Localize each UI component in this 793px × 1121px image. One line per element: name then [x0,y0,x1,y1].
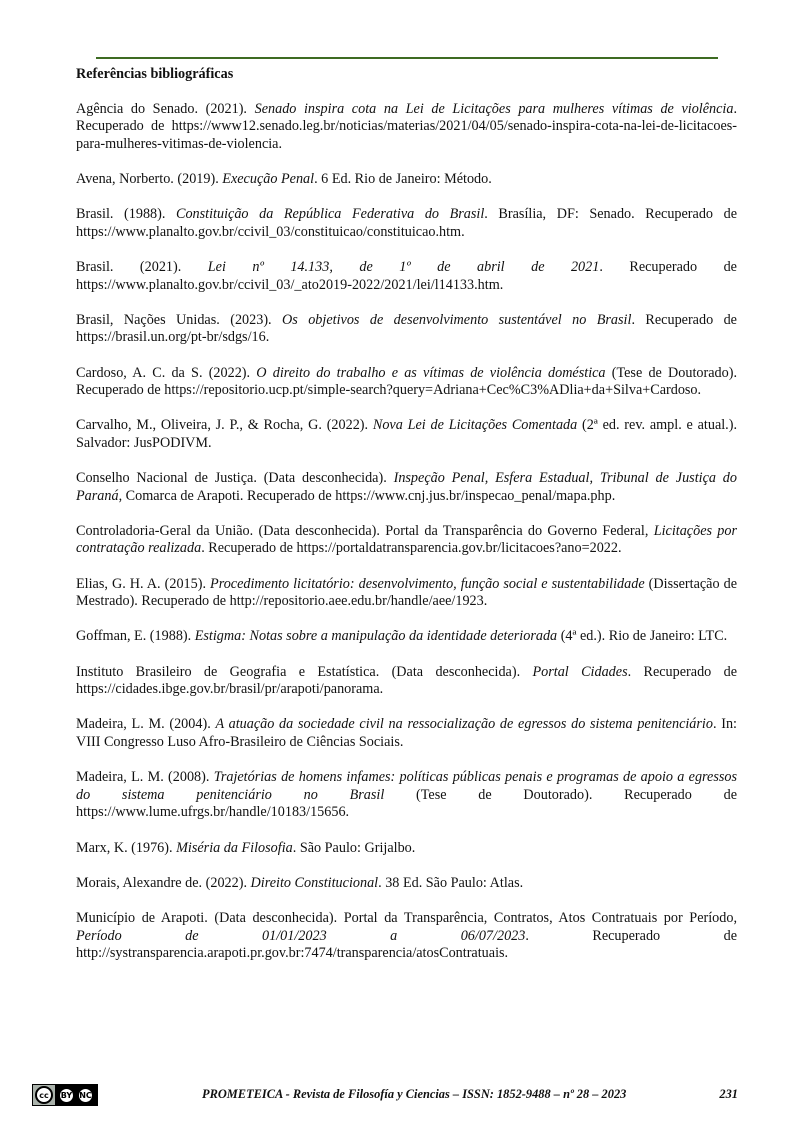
reference-title: Senado inspira cota na Lei de Licitações para mulheres vítimas de violência [254,100,734,117]
reference-entry [76,840,737,858]
by-icon: BY [60,1090,73,1100]
reference-source: . 6 Ed. Rio de Janeiro: Método. [314,170,492,187]
reference-source: , Comarca de Arapoti. Recuperado de https://www.cnj.jus.br/inspecao_penal/mapa.php. [118,487,616,504]
reference-entry [76,523,737,558]
reference-source: . Brasília, DF: Senado. Recuperado de https://www.planalto.gov.br/ccivil_03/constituicao/constituicao.htm. [76,206,738,240]
reference-entry [76,365,737,400]
reference-source: (Tese de Doutorado). Recuperado de https://repositorio.ucp.pt/simple-search?query=Adriana+Cec%C3%ADlia+da+Silva+Cardoso. [76,364,737,399]
reference-source: . In: VIII Congresso Luso Afro-Brasileiro de Ciências Sociais. [76,716,738,750]
reference-title: Portal Cidades [532,663,628,680]
reference-source: . Recuperado de https://brasil.un.org/pt-br/sdgs/16. [76,311,737,346]
page-number: 231 [719,1087,738,1101]
reference-entry [76,470,737,505]
reference-entry [76,101,737,154]
nc-icon: NC [79,1090,92,1100]
page-footer [32,1084,738,1106]
reference-source: . 38 Ed. São Paulo: Atlas. [378,874,524,891]
reference-source: . Recuperado de https://www12.senado.leg.br/noticias/materias/2021/04/05/senado-inspira-cota-na-lei-de-licitacoes-para-mulheres-vitimas-de-violencia. [76,100,737,152]
reference-entry [76,206,737,241]
reference-entry [76,628,737,646]
reference-entry [76,312,737,347]
reference-entry [76,259,737,294]
reference-entry [76,417,737,452]
reference-source: . Recuperado de https://portaldatransparencia.gov.br/licitacoes?ano=2022. [201,540,622,557]
reference-title: Procedimento licitatório: desenvolvimento, função social e sustentabilidade [210,575,645,592]
reference-authors: Madeira, L. M. (2004). [76,716,216,733]
reference-authors: Carvalho, M., Oliveira, J. P., & Rocha, G. (2022). [76,417,373,434]
reference-title: A atuação da sociedade civil na ressocialização de egressos do sistema penitenciário [215,716,713,733]
reference-source: . São Paulo: Grijalbo. [292,839,416,856]
reference-source: . Recuperado de https://cidades.ibge.gov.br/brasil/pr/arapoti/panorama. [76,663,737,698]
header-rule [96,57,718,59]
reference-title: Nova Lei de Licitações Comentada [372,417,578,434]
reference-authors: Marx, K. (1976). [76,839,177,856]
reference-authors: Cardoso, A. C. da S. (2022). [76,364,257,381]
reference-authors: Controladoria-Geral da União. (Data desconhecida). Portal da Transparência do Governo Federal, [76,522,654,539]
reference-authors: Município de Arapoti. (Data desconhecida). Portal da Transparência, Contratos, Atos Contratuais por Período, [76,909,737,926]
reference-entry [76,875,737,893]
reference-authors: Agência do Senado. (2021). [76,100,255,117]
references-section [76,66,737,980]
reference-list [76,101,737,963]
reference-authors: Instituto Brasileiro de Geografia e Estatística. (Data desconhecida). [76,663,533,680]
reference-title: Os objetivos de desenvolvimento sustentável no Brasil [282,311,632,328]
reference-source: (4ª ed.). Rio de Janeiro: LTC. [557,628,728,645]
reference-source: (Dissertação de Mestrado). Recuperado de http://repositorio.aee.edu.br/handle/aee/1923. [76,575,737,610]
reference-entry [76,664,737,699]
reference-authors: Goffman, E. (1988). [76,628,195,645]
reference-entry [76,171,737,189]
license-terms [55,1085,97,1105]
journal-citation: PROMETEICA - Revista de Filosofía y Ciencias – ISSN: 1852-9488 – nº 28 – 2023 [202,1087,627,1101]
reference-title: Estigma: Notas sobre a manipulação da identidade deteriorada [194,628,558,645]
reference-entry [76,716,737,751]
reference-title: Inspeção Penal, Esfera Estadual, Tribunal de Justiça do Paraná [76,470,737,504]
reference-authors: Brasil. (2021). [76,258,208,275]
reference-authors: Brasil. (1988). [76,206,176,223]
reference-authors: Morais, Alexandre de. (2022). [76,874,251,891]
reference-authors: Avena, Norberto. (2019). [76,170,223,187]
reference-source: (Tese de Doutorado). Recuperado de https://www.lume.ufrgs.br/handle/10183/15656. [76,786,737,821]
reference-authors: Brasil, Nações Unidas. (2023). [76,311,283,328]
reference-title: Licitações por contratação realizada [76,522,738,557]
reference-authors: Conselho Nacional de Justiça. (Data desconhecida). [76,470,394,487]
reference-source: . Recuperado de http://systransparencia.arapoti.pr.gov.br:7474/transparencia/atosContratuais. [76,927,737,962]
reference-entry [76,910,737,963]
cc-license-badge[interactable] [32,1084,98,1106]
reference-authors: Elias, G. H. A. (2015). [76,575,211,592]
reference-title: Período de 01/01/2023 a 06/07/2023 [76,927,526,944]
reference-entry [76,769,737,822]
reference-title: Direito Constitucional [250,874,379,891]
reference-title: Constituição da República Federativa do Brasil [176,206,485,223]
reference-authors: Madeira, L. M. (2008). [76,769,214,786]
reference-title: Lei nº 14.133, de 1º de abril de 2021 [207,258,600,275]
reference-source: (2ª ed. rev. ampl. e atual.). Salvador: JusPODIVM. [76,417,738,451]
cc-icon: cc [35,1086,53,1104]
reference-title: Trajetórias de homens infames: políticas públicas penais e programas de apoio a egressos do sistema penitenciário no Brasil [76,769,738,803]
reference-title: O direito do trabalho e as vítimas de violência doméstica [256,364,606,381]
section-heading: Referências bibliográficas [76,66,234,82]
reference-title: Miséria da Filosofia [176,839,293,856]
reference-title: Execução Penal [222,170,315,187]
reference-source: . Recuperado de https://www.planalto.gov.br/ccivil_03/_ato2019-2022/2021/lei/l14133.htm. [76,258,737,293]
reference-entry [76,576,737,611]
